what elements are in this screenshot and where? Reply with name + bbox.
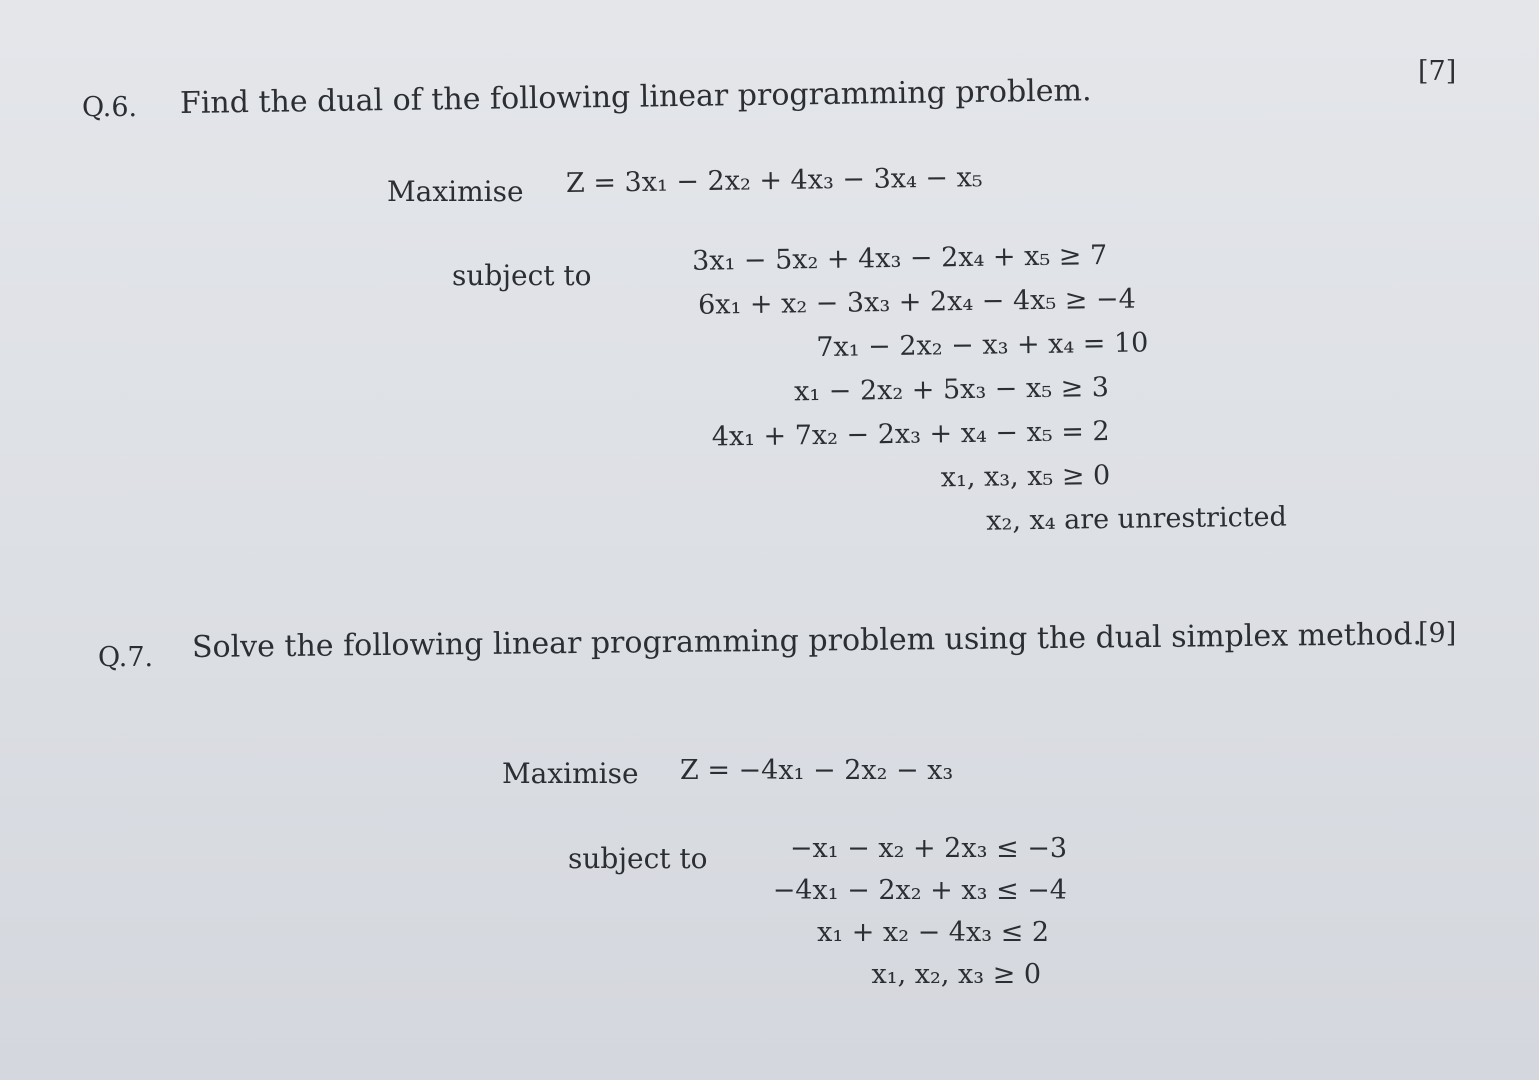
- q6-objective-label: Maximise: [387, 175, 524, 208]
- q7-objective: Z = −4x₁ − 2x₂ − x₃: [680, 755, 954, 786]
- q7-constraints: [727, 828, 1067, 996]
- q7-marks: [9]: [1418, 618, 1457, 649]
- q7-objective-label: Maximise: [502, 757, 639, 790]
- q6-objective: Z = 3x₁ − 2x₂ + 4x₃ − 3x₄ − x₅: [565, 162, 983, 199]
- q7-constraint-nonneg: x₁, x₂, x₃ ≥ 0: [871, 959, 1041, 990]
- q6-constraints: [587, 234, 1288, 549]
- q7-number: Q.7.: [98, 642, 154, 673]
- q7-subject-label: subject to: [568, 842, 708, 875]
- q6-constraint-unrestricted: x₂, x₄ are unrestricted: [986, 501, 1288, 537]
- q6-constraint-2: 6x₁ + x₂ − 3x₃ + 2x₄ − 4x₅ ≥ −4: [697, 283, 1136, 321]
- q7-question: Solve the following linear programming problem using the dual simplex method.: [191, 617, 1423, 665]
- q6-constraint-nonneg: x₁, x₃, x₅ ≥ 0: [940, 459, 1111, 494]
- q7-constraint-2: −4x₁ − 2x₂ + x₃ ≤ −4: [772, 875, 1067, 906]
- q6-constraint-1: 3x₁ − 5x₂ + 4x₃ − 2x₄ + x₅ ≥ 7: [691, 240, 1108, 277]
- q6-marks: [7]: [1418, 56, 1457, 87]
- q6-constraint-3: 7x₁ − 2x₂ − x₃ + x₄ = 10: [816, 327, 1149, 364]
- q6-constraint-4: x₁ − 2x₂ + 5x₃ − x₅ ≥ 3: [793, 372, 1110, 408]
- q7-constraint-1: −x₁ − x₂ + 2x₃ ≤ −3: [789, 833, 1067, 864]
- q6-subject-label: subject to: [452, 259, 592, 292]
- q6-question: Find the dual of the following linear programming problem.: [179, 73, 1092, 121]
- q6-number: Q.6.: [82, 92, 138, 123]
- q7-constraint-3: x₁ + x₂ − 4x₃ ≤ 2: [817, 917, 1049, 948]
- q6-constraint-5: 4x₁ + 7x₂ − 2x₃ + x₄ − x₅ = 2: [711, 415, 1110, 453]
